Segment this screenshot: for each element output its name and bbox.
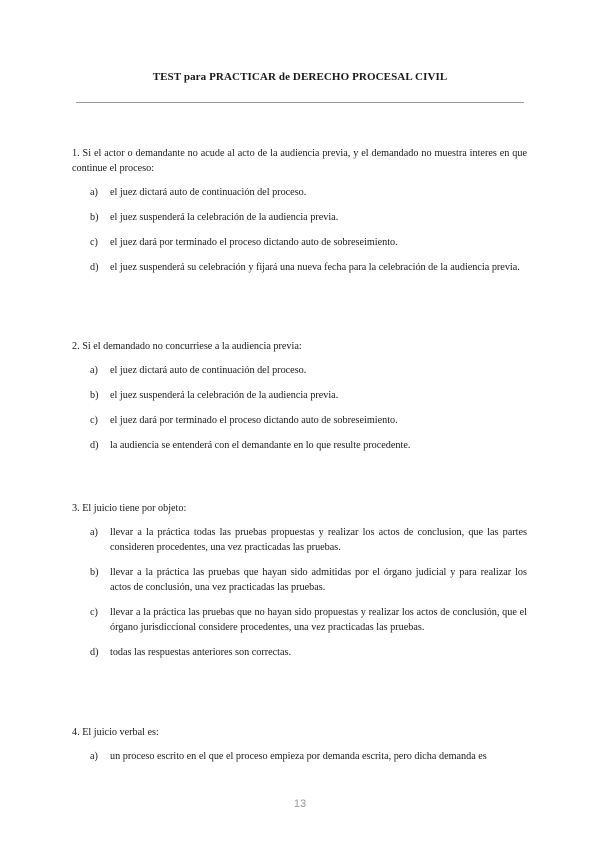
option-a xyxy=(72,525,527,555)
question-text: 3. El juicio tiene por objeto: xyxy=(72,503,187,514)
option-a xyxy=(72,185,527,200)
question-4 xyxy=(72,725,527,774)
option-text: la audiencia se entenderá con el demandante en lo que resulte procedente. xyxy=(110,440,411,451)
option-c xyxy=(72,413,527,428)
option-text: el juez suspenderá la celebración de la audiencia previa. xyxy=(110,212,339,223)
option-b xyxy=(72,210,527,225)
option-text: el juez dictará auto de continuación del proceso. xyxy=(110,365,307,376)
option-c xyxy=(72,605,527,635)
option-b xyxy=(72,388,527,403)
option-letter: a) xyxy=(90,365,98,376)
option-text: llevar a la práctica las pruebas que no hayan sido propuestas y realizar los actos de conclusión, que el órgano jurisdiccional considere procedentes, una vez practicadas las pruebas. xyxy=(110,607,527,633)
option-a xyxy=(72,749,527,764)
question-text: 1. Si el actor o demandante no acude al acto de la audiencia previa, y el demandado no muestra interes en que continue el proceso: xyxy=(72,148,527,174)
option-letter: b) xyxy=(90,567,99,578)
title-divider xyxy=(76,102,524,103)
option-letter: d) xyxy=(90,647,99,658)
option-text: llevar a la práctica las pruebas que hayan sido admitidas por el órgano judicial y para realizar los actos de conclusión, una vez practicadas las pruebas. xyxy=(110,567,527,593)
option-text: el juez dictará auto de continuación del proceso. xyxy=(110,187,307,198)
option-text: el juez suspenderá su celebración y fijará una nueva fecha para la celebración de la audiencia previa. xyxy=(110,262,520,273)
option-d xyxy=(72,438,527,453)
option-d xyxy=(72,260,527,275)
option-text: el juez dará por terminado el proceso dictando auto de sobreseimiento. xyxy=(110,415,398,426)
option-letter: c) xyxy=(90,607,98,618)
question-text: 2. Si el demandado no concurriese a la audiencia previa: xyxy=(72,341,302,352)
page-number: 13 xyxy=(293,798,307,810)
option-letter: c) xyxy=(90,237,98,248)
question-3 xyxy=(72,501,527,670)
option-letter: b) xyxy=(90,212,99,223)
option-letter: b) xyxy=(90,390,99,401)
option-letter: a) xyxy=(90,187,98,198)
option-text: el juez suspenderá la celebración de la audiencia previa. xyxy=(110,390,339,401)
option-text: un proceso escrito en el que el proceso empieza por demanda escrita, pero dicha demanda es xyxy=(110,751,487,762)
option-letter: c) xyxy=(90,415,98,426)
option-c xyxy=(72,235,527,250)
option-b xyxy=(72,565,527,595)
option-a xyxy=(72,363,527,378)
option-text: el juez dará por terminado el proceso dictando auto de sobreseimiento. xyxy=(110,237,398,248)
option-letter: a) xyxy=(90,751,98,762)
question-2 xyxy=(72,339,527,463)
question-text: 4. El juicio verbal es: xyxy=(72,727,159,738)
option-text: llevar a la práctica todas las pruebas propuestas y realizar los actos de conclusion, que las partes consideren procedentes, una vez practicadas las pruebas. xyxy=(110,527,527,553)
option-letter: d) xyxy=(90,440,99,451)
option-d xyxy=(72,645,527,660)
document-title: TEST para PRACTICAR de DERECHO PROCESAL CIVIL xyxy=(152,71,448,83)
option-letter: d) xyxy=(90,262,99,273)
option-text: todas las respuestas anteriores son correctas. xyxy=(110,647,292,658)
question-1 xyxy=(72,146,527,285)
option-letter: a) xyxy=(90,527,98,538)
